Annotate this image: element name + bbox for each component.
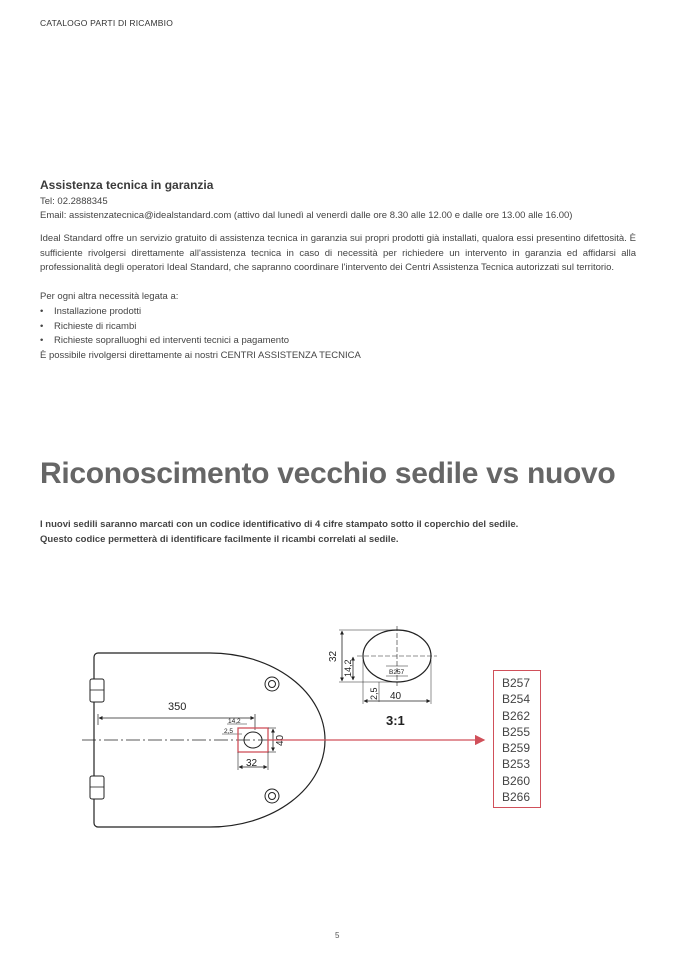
seat-code: B253 (502, 757, 531, 772)
seat-code: B266 (502, 790, 531, 805)
recognition-line-1: I nuovi sedili saranno marcati con un codice identificativo di 4 cifre stampato sotto il coperchio del sedile. (40, 519, 519, 530)
dim-14-2: 14,2 (228, 718, 241, 725)
recognition-intro (40, 517, 518, 547)
detail-dim-2-5: 2,5 (369, 687, 379, 700)
dim-2-5: 2,5 (224, 728, 234, 735)
detail-dim-32: 32 (328, 650, 339, 662)
assistance-email: Email: assistenzatecnica@idealstandard.com (attivo dal lunedì al venerdì dalle ore 8.30 alle 12.00 e dalle ore 13.00 alle 16.00) (40, 210, 573, 221)
assistance-list (40, 305, 289, 349)
assistance-paragraph: Ideal Standard offre un servizio gratuito di assistenza tecnica in garanzia sui propri prodotti già installati, qualora essi presentino difettosità. È sufficiente rivolgersi direttamente all'assistenza tecnica in caso di necessità per richiedere un intervento in garanzia ed affidarsi alla professionalità degli operatori Ideal Standard, che sapranno coordinare l'intervento dei Centri Assistenza Tecnica autorizzati sul territorio. (40, 233, 636, 274)
recognition-line-2: Questo codice permetterà di identificare facilmente il ricambi correlati al sedile. (40, 534, 399, 545)
page-number: 5 (335, 931, 340, 940)
dim-32: 32 (246, 758, 258, 769)
seat-code: B257 (502, 676, 531, 690)
bumper-top (265, 677, 279, 691)
list-item: • Richieste di ricambi (40, 320, 289, 335)
detail-dim-40: 40 (390, 691, 402, 702)
assistance-tel: Tel: 02.2888345 (40, 196, 108, 207)
seat-code: B254 (502, 692, 531, 707)
bumper-bottom (265, 789, 279, 803)
seat-technical-drawing (0, 600, 678, 860)
catalog-header: CATALOGO PARTI DI RICAMBIO (40, 18, 174, 28)
assistance-other-needs: Per ogni altra necessità legata a: (40, 291, 179, 302)
detail-scale: 3:1 (386, 713, 405, 728)
detail-label: B257 (389, 669, 405, 676)
recognition-title: Riconoscimento vecchio sedile vs nuovo (40, 457, 616, 490)
assistance-title: Assistenza tecnica in garanzia (40, 178, 214, 192)
seat-code: B255 (502, 724, 531, 739)
list-item: • Installazione prodotti (40, 305, 289, 320)
hinge-tab-top (90, 679, 104, 702)
seat-code: B259 (502, 741, 531, 756)
detail-dim-14-2: 14,2 (343, 659, 353, 677)
assistance-closing: È possibile rivolgersi direttamente ai nostri CENTRI ASSISTENZA TECNICA (40, 350, 361, 361)
list-item: • Richieste sopralluoghi ed interventi tecnici a pagamento (40, 334, 289, 349)
seat-code: B260 (502, 773, 531, 788)
seat-code: B262 (502, 708, 531, 723)
dim-350: 350 (168, 701, 187, 713)
dim-40: 40 (275, 734, 286, 746)
seat-code-list (493, 670, 541, 808)
hinge-tab-bottom (90, 776, 104, 799)
